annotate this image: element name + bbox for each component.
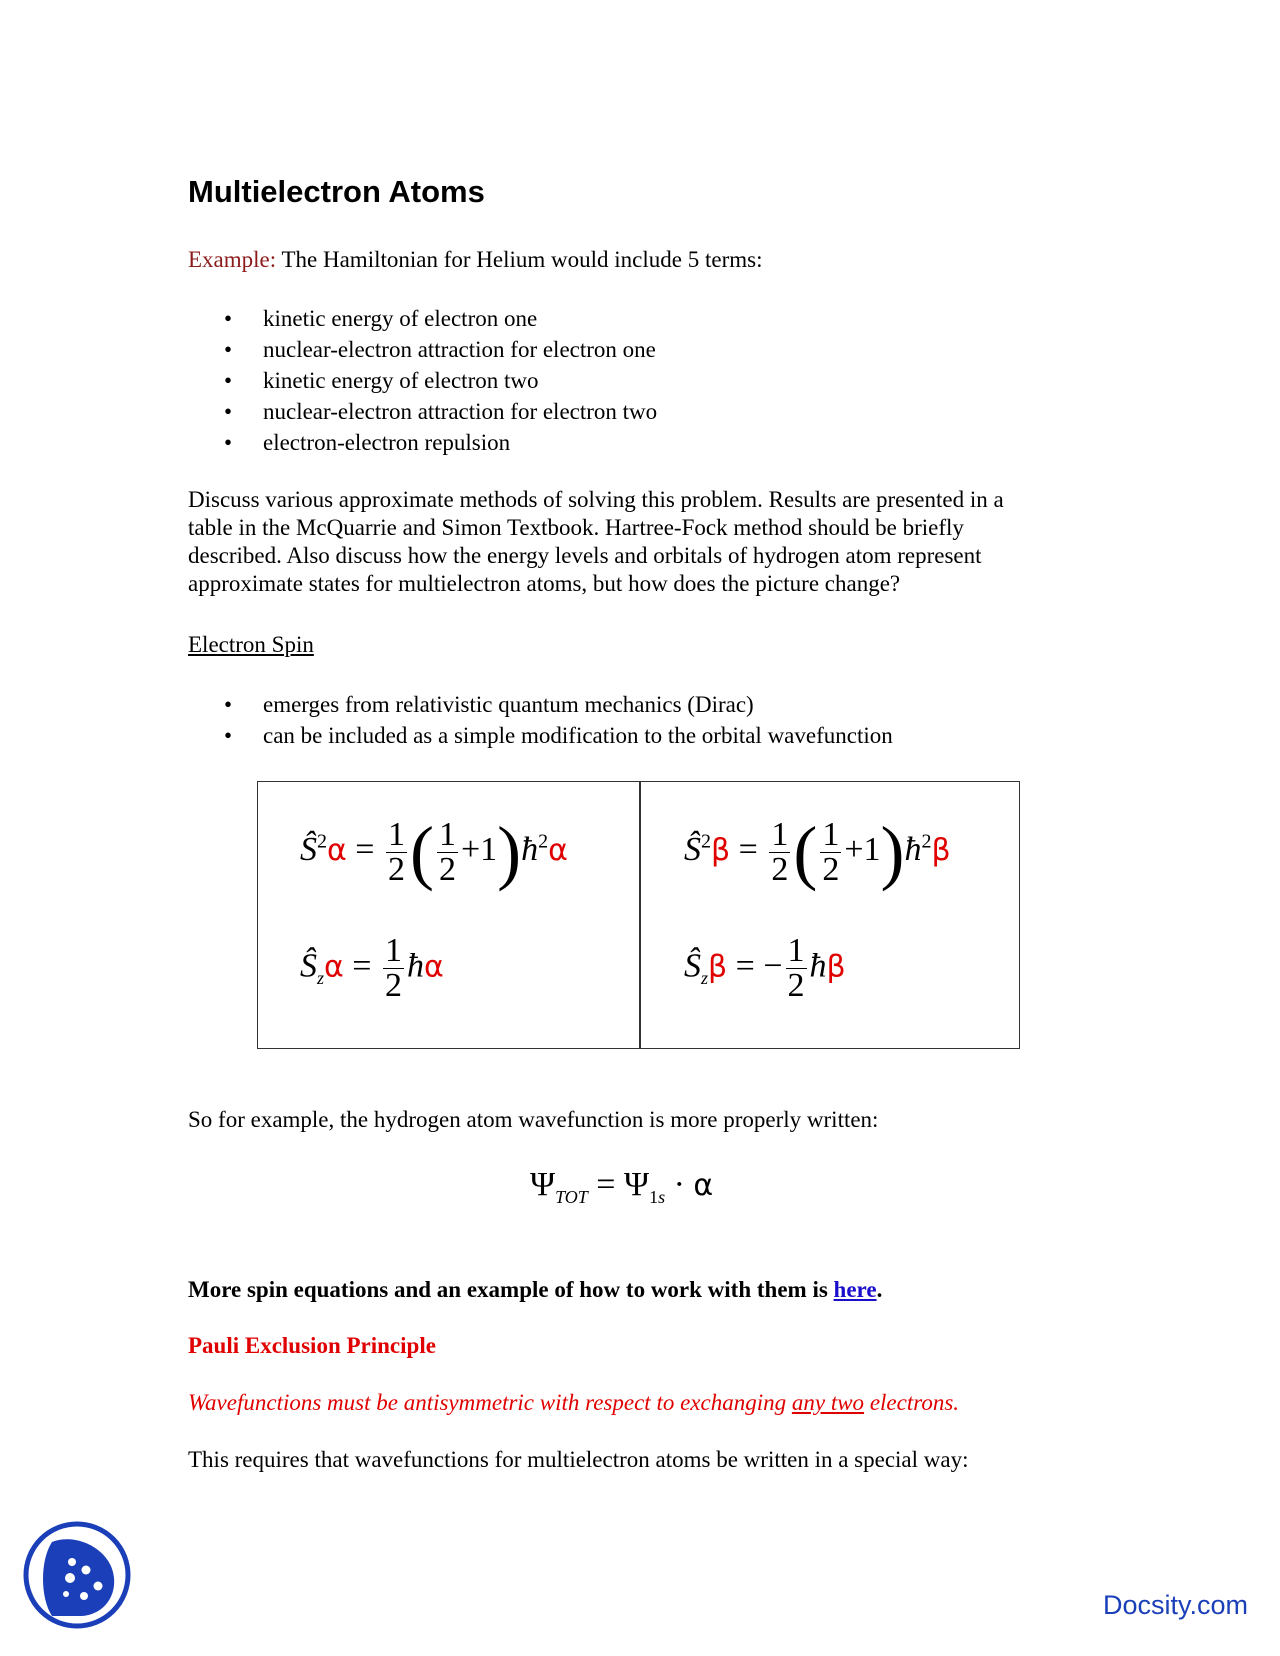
frac-den: 2	[771, 850, 789, 888]
frac-num: 1	[387, 815, 405, 853]
alpha-symbol: α	[693, 1168, 714, 1203]
more-spin-paragraph	[188, 1276, 882, 1304]
spin-points-list	[188, 689, 893, 751]
section-heading-electron-spin: Electron Spin	[188, 632, 314, 657]
docsity-watermark: Docsity.com	[1103, 1590, 1249, 1620]
example-text: The Hamiltonian for Helium would include 5 terms:	[276, 247, 763, 272]
beta-symbol: β	[931, 832, 951, 868]
fraction	[386, 815, 407, 888]
discuss-line: Discuss various approximate methods of solving this problem. Results are presented in a	[188, 487, 1004, 512]
docsity-logo-icon	[22, 1520, 132, 1630]
discuss-line: approximate states for multielectron atoms, but how does the picture change?	[188, 571, 901, 596]
requires-paragraph: This requires that wavefunctions for multielectron atoms be written in a special way:	[188, 1447, 969, 1472]
plus-one: +1	[844, 830, 881, 868]
fraction	[820, 815, 841, 888]
fraction	[769, 815, 790, 888]
hamiltonian-terms-list	[188, 303, 657, 458]
here-link[interactable]: here	[833, 1277, 877, 1302]
pauli-emphasis: any two	[791, 1390, 865, 1415]
list-item: • emerges from relativistic quantum mechanics (Dirac)	[188, 689, 893, 720]
frac-den: 2	[387, 850, 405, 888]
pauli-text: Wavefunctions must be antisymmetric with respect to exchanging	[188, 1390, 792, 1415]
equation-s2-beta: $Ŝ^2\beta$ = $\frac{1}{2}$ ( $\frac{1}{2}$ $+1)ħ^2\beta$	[684, 812, 951, 892]
frac-den: 2	[822, 850, 840, 888]
equation-sz-alpha: $Ŝ_z\alpha$ = $\frac{1}{2}$ ħα	[300, 932, 444, 1004]
pauli-statement	[188, 1389, 959, 1417]
fraction	[786, 934, 807, 1003]
alpha-symbol: α	[423, 949, 444, 985]
equation-sz-beta: $Ŝ_z\beta$ = − $\frac{1}{2}$ ħβ	[684, 932, 846, 1004]
discuss-line: described. Also discuss how the energy levels and orbitals of hydrogen atom represent	[188, 543, 982, 568]
spin-equations-table	[257, 781, 1020, 1049]
fraction	[383, 934, 404, 1003]
hbar-symbol: ħ	[521, 830, 539, 868]
equation-total-wavefunction: $\Psi_{TOT} = \Psi_{1s} \cdot \alpha$	[530, 1166, 714, 1207]
list-item: • kinetic energy of electron one	[188, 303, 657, 334]
alpha-symbol: α	[327, 832, 347, 868]
frac-den: 2	[438, 850, 456, 888]
table-divider	[639, 782, 641, 1048]
pauli-heading: Pauli Exclusion Principle	[188, 1333, 436, 1358]
alpha-symbol: α	[548, 832, 568, 868]
list-item: • can be included as a simple modification to the orbital wavefunction	[188, 720, 893, 751]
more-spin-text: More spin equations and an example of how to work with them is	[188, 1277, 834, 1302]
equation-s2-alpha: $Ŝ^2\alpha$ = $\frac{1}{2}$ ( $\frac{1}{2}$ $+1)ħ^2\alpha$	[300, 812, 568, 892]
frac-den: 2	[787, 967, 805, 1004]
frac-num: 1	[384, 932, 402, 969]
discuss-paragraph	[188, 486, 1004, 598]
frac-num: 1	[787, 932, 805, 969]
list-item: • nuclear-electron attraction for electron two	[188, 396, 657, 427]
page-title: Multielectron Atoms	[188, 174, 485, 209]
frac-num: 1	[438, 815, 456, 853]
fraction	[437, 815, 458, 888]
discuss-line: table in the McQuarrie and Simon Textbook. Hartree-Fock method should be briefly	[188, 515, 964, 540]
frac-num: 1	[771, 815, 789, 853]
list-item: • electron-electron repulsion	[188, 427, 657, 458]
minus-sign: −	[763, 947, 783, 985]
example-paragraph	[188, 246, 762, 274]
plus-one: +1	[460, 830, 498, 868]
example-label: Example:	[188, 247, 277, 272]
list-item: • kinetic energy of electron two	[188, 365, 657, 396]
frac-den: 2	[384, 967, 402, 1004]
hbar-symbol: ħ	[809, 947, 827, 985]
hbar-symbol: ħ	[406, 947, 424, 985]
hbar-symbol: ħ	[904, 830, 922, 868]
beta-symbol: β	[826, 949, 846, 985]
alpha-symbol: α	[324, 949, 344, 985]
list-item: • nuclear-electron attraction for electron one	[188, 334, 657, 365]
more-spin-end: .	[876, 1277, 883, 1302]
beta-symbol: β	[711, 832, 731, 868]
pauli-text: electrons.	[864, 1390, 960, 1415]
frac-num: 1	[822, 815, 840, 853]
example-wavefunction-text: So for example, the hydrogen atom wavefunction is more properly written:	[188, 1107, 879, 1132]
beta-symbol: β	[708, 949, 728, 985]
